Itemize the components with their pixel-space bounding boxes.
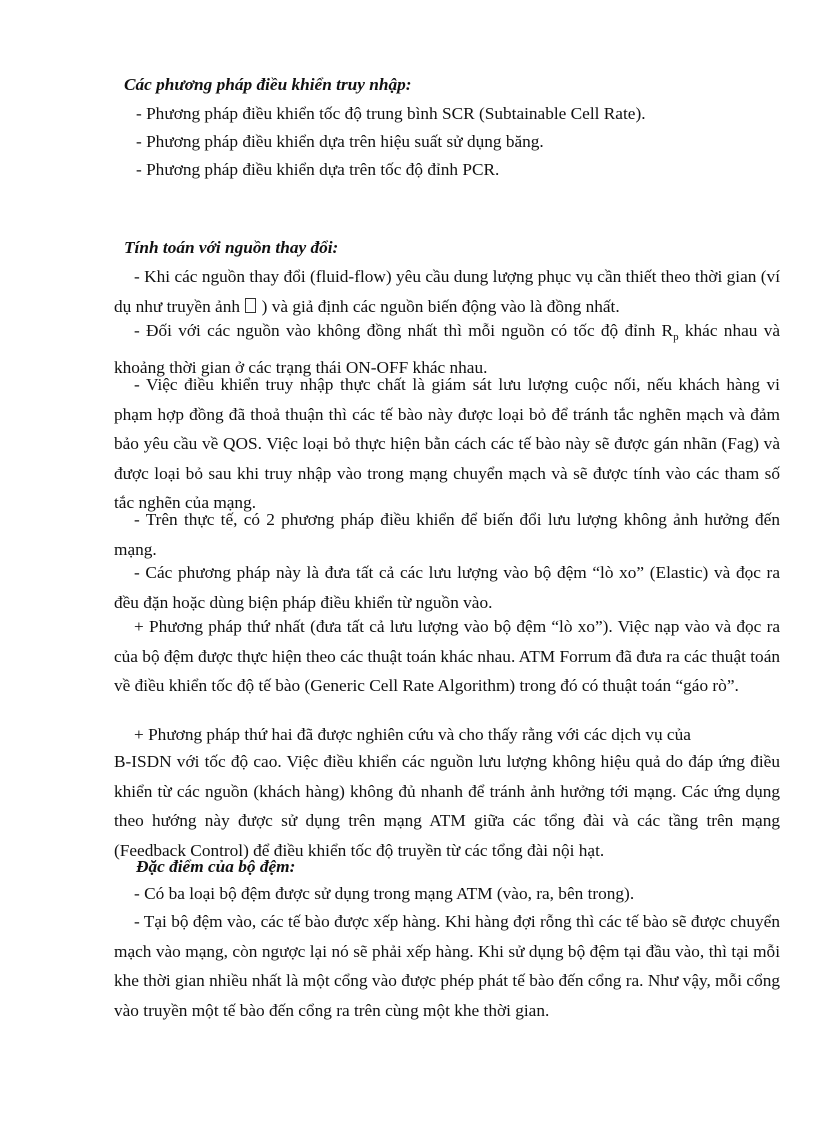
list-item: - Phương pháp điều khiển dựa trên tốc độ đỉnh PCR. <box>136 160 500 179</box>
paragraph-text: ) và giả định các nguồn biến động vào là đồng nhất. <box>261 296 620 316</box>
list-item: - Phương pháp điều khiển tốc độ trung bình SCR (Subtainable Cell Rate). <box>136 104 646 123</box>
paragraph: - Tại bộ đệm vào, các tế bào được xếp hàng. Khi hàng đợi rỗng thì các tế bào sẽ được chuyển mạch vào mạng, còn ngược lại nó sẽ phải xếp hàng. Khi sử dụng bộ đệm tại đầu vào, thì tại mỗi khe thời gian nhiều nhất là một cổng vào được phép phát tế bào đến cổng ra. Như vậy, mỗi cổng vào truyền một tế bào đến cổng ra trên cùng một khe thời gian. <box>114 912 780 1020</box>
paragraph <box>114 262 780 321</box>
subscript: p <box>673 331 679 343</box>
paragraph-line: + Phương pháp thứ hai đã được nghiên cứu và cho thấy rằng với các dịch vụ của <box>134 725 691 744</box>
list-item: - Phương pháp điều khiển dựa trên hiệu suất sử dụng băng. <box>136 132 544 151</box>
paragraph-text: - Khi các nguồn thay đổi (fluid-flow) yêu cầu dung lượng phục vụ cần thiết theo thời gian (ví dụ như truyền ảnh <box>114 267 780 316</box>
paragraph: + Phương pháp thứ nhất (đưa tất cả lưu lượng vào bộ đệm “lò xo”). Việc nạp vào và đọc ra của bộ đệm được thực hiện theo các thuật toán khác nhau. ATM Forrum đã đưa ra các thuật toán về điều khiển tốc độ tế bào (Generic Cell Rate Algorithm) trong đó có thuật toán “gáo rò”. <box>114 617 780 695</box>
paragraph: - Trên thực tế, có 2 phương pháp điều khiển để biến đổi lưu lượng không ảnh hưởng đến mạng. <box>114 510 780 559</box>
paragraph-text: khác nhau và khoảng thời gian ở các trạng thái ON-OFF khác nhau. <box>114 321 781 377</box>
heading-variable-sources: Tính toán với nguồn thay đổi: <box>124 238 339 257</box>
paragraph-text: - Đối với các nguồn vào không đồng nhất thì mỗi nguồn có tốc độ đỉnh R <box>134 321 674 340</box>
paragraph: - Các phương pháp này là đưa tất cả các lưu lượng vào bộ đệm “lò xo” (Elastic) và đọc ra đều đặn hoặc dùng biện pháp điều khiển từ nguồn vào. <box>114 563 780 612</box>
heading-buffer: Đặc điểm của bộ đệm: <box>136 857 296 876</box>
heading-access-control: Các phương pháp điều khiển truy nhập: <box>124 75 412 94</box>
paragraph-line: - Có ba loại bộ đệm được sử dụng trong mạng ATM (vào, ra, bên trong). <box>134 884 635 903</box>
paragraph: - Việc điều khiển truy nhập thực chất là giám sát lưu lượng cuộc nối, nếu khách hàng vi phạm hợp đồng đã thoả thuận thì các tế bào này được loại bỏ để tránh tắc nghẽn mạch và đảm bảo yêu cầu về QOS. Việc loại bỏ thực hiện bằn cách các tế bào này sẽ được gán nhãn (Fag) và được loại bỏ sau khi truy nhập vào trong mạng chuyển mạch và sẽ được tính vào các tham số tắc nghẽn của mạng. <box>114 375 780 512</box>
missing-glyph-icon <box>245 298 256 313</box>
paragraph: B-ISDN với tốc độ cao. Việc điều khiển các nguồn lưu lượng không hiệu quả do đáp ứng điều khiển từ các nguồn (khách hàng) không đủ nhanh để tránh ảnh hưởng tới mạng. Các ứng dụng theo hướng này được sử dụng trên mạng ATM giữa các tổng đài và các tầng trên mạng (Feedback Control) để điều khiển tốc độ truyền từ các tổng đài nội hạt. <box>114 752 780 860</box>
